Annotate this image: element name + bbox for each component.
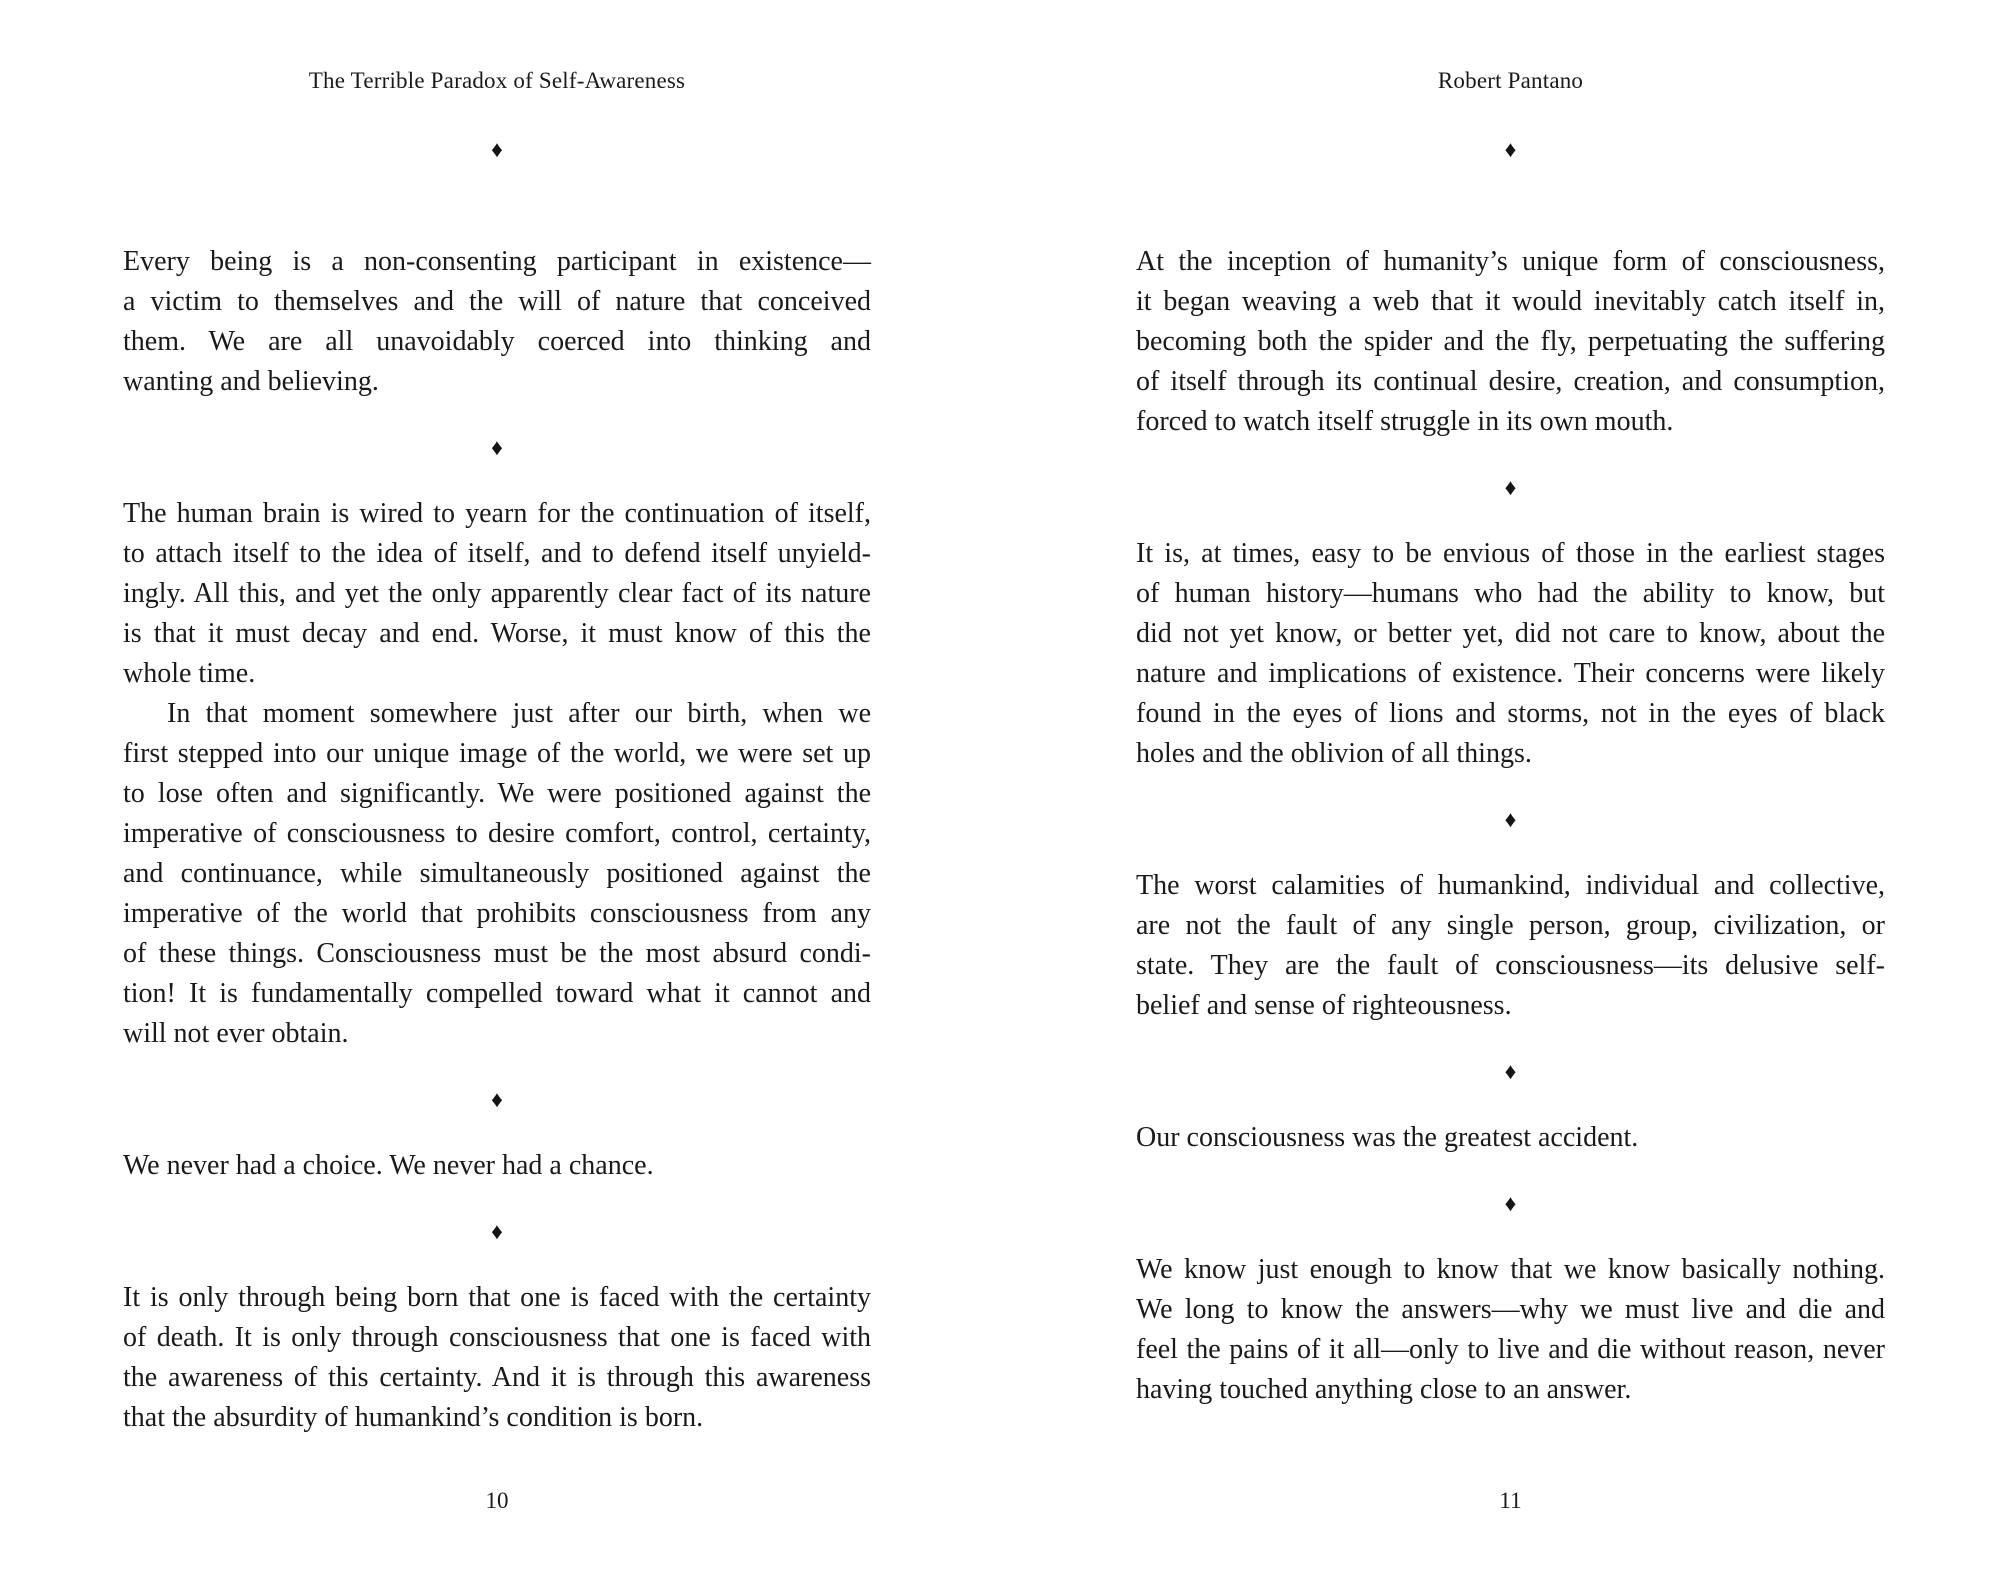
paragraph bbox=[123, 1146, 871, 1186]
right-page-body bbox=[1136, 130, 1885, 1410]
text-line: Every being is a non-consenting participant in existence— bbox=[123, 246, 871, 277]
text-line: Our consciousness was the greatest accident. bbox=[1136, 1122, 1639, 1153]
page-number-right: 11 bbox=[1499, 1488, 1522, 1513]
text-line: imperative of consciousness to desire comfort, control, certainty, bbox=[123, 818, 871, 849]
paragraph bbox=[1136, 534, 1885, 774]
paragraph-block bbox=[123, 494, 871, 1054]
text-line: it began weaving a web that it would inevitably catch itself in, bbox=[1136, 286, 1885, 317]
text-line: nature and implications of existence. Their concerns were likely bbox=[1136, 658, 1885, 689]
text-line: found in the eyes of lions and storms, not in the eyes of black bbox=[1136, 698, 1885, 729]
text-line: ingly. All this, and yet the only apparently clear fact of its nature bbox=[123, 578, 871, 609]
paragraph bbox=[1136, 1250, 1885, 1410]
diamond-separator-icon: ♦ bbox=[1504, 1191, 1517, 1216]
text-line: is that it must decay and end. Worse, it must know of this the bbox=[123, 618, 871, 649]
running-head-left: The Terrible Paradox of Self-Awareness bbox=[308, 68, 686, 93]
text-line: forced to watch itself struggle in its own mouth. bbox=[1136, 406, 1674, 437]
text-line: whole time. bbox=[123, 658, 256, 689]
text-line: of death. It is only through consciousness that one is faced with bbox=[123, 1322, 871, 1353]
diamond-separator-icon: ♦ bbox=[491, 137, 503, 162]
diamond-separator-icon: ♦ bbox=[1504, 475, 1517, 500]
paragraph-block bbox=[1136, 242, 1885, 442]
right-page bbox=[1136, 0, 1885, 1596]
text-line: of human history—humans who had the ability to know, but bbox=[1136, 578, 1885, 609]
left-page-body bbox=[123, 130, 871, 1438]
text-line: a victim to themselves and the will of nature that conceived bbox=[123, 286, 871, 317]
text-line: state. They are the fault of consciousness—its delusive self- bbox=[1136, 950, 1885, 981]
text-line: first stepped into our unique image of the world, we were set up bbox=[123, 738, 871, 769]
text-line: At the inception of humanity’s unique form of consciousness, bbox=[1136, 246, 1885, 277]
text-line: In that moment somewhere just after our birth, when we bbox=[167, 698, 871, 729]
text-line: The worst calamities of humankind, individual and collective, bbox=[1136, 870, 1885, 901]
paragraph bbox=[1136, 1118, 1885, 1158]
running-head-right: Robert Pantano bbox=[1437, 68, 1584, 93]
text-line: to lose often and significantly. We were positioned against the bbox=[123, 778, 871, 809]
text-line: of itself through its continual desire, creation, and consumption, bbox=[1136, 366, 1885, 397]
text-line: feel the pains of it all—only to live and die without reason, never bbox=[1136, 1334, 1885, 1365]
text-line: of these things. Consciousness must be the most absurd condi- bbox=[123, 938, 871, 969]
text-line: the awareness of this certainty. And it is through this awareness bbox=[123, 1362, 871, 1393]
text-line: We know just enough to know that we know basically nothing. bbox=[1136, 1254, 1885, 1285]
paragraph bbox=[123, 1278, 871, 1438]
text-line: and continuance, while simultaneously positioned against the bbox=[123, 858, 871, 889]
text-line: did not yet know, or better yet, did not care to know, about the bbox=[1136, 618, 1885, 649]
text-line: them. We are all unavoidably coerced into thinking and bbox=[123, 326, 871, 357]
paragraph-block bbox=[1136, 1118, 1885, 1158]
diamond-separator-icon: ♦ bbox=[491, 1087, 503, 1112]
diamond-separator-icon: ♦ bbox=[491, 435, 503, 460]
paragraph-block bbox=[123, 1278, 871, 1438]
left-page bbox=[123, 0, 871, 1596]
paragraph-block bbox=[1136, 534, 1885, 774]
paragraph-block bbox=[1136, 1250, 1885, 1410]
text-line: becoming both the spider and the fly, perpetuating the suffering bbox=[1136, 326, 1885, 357]
text-line: are not the fault of any single person, group, civilization, or bbox=[1136, 910, 1885, 941]
paragraph-block bbox=[123, 242, 871, 402]
text-line: belief and sense of righteousness. bbox=[1136, 990, 1512, 1021]
text-line: tion! It is fundamentally compelled toward what it cannot and bbox=[123, 978, 871, 1009]
paragraph bbox=[123, 242, 871, 402]
paragraph bbox=[123, 494, 871, 694]
diamond-separator-icon: ♦ bbox=[1504, 137, 1517, 162]
text-line: It is, at times, easy to be envious of those in the earliest stages bbox=[1136, 538, 1885, 569]
diamond-separator-icon: ♦ bbox=[1504, 1059, 1517, 1084]
text-line: imperative of the world that prohibits consciousness from any bbox=[123, 898, 871, 929]
paragraph bbox=[123, 694, 871, 1054]
paragraph bbox=[1136, 242, 1885, 442]
text-line: We long to know the answers—why we must live and die and bbox=[1136, 1294, 1885, 1325]
text-line: The human brain is wired to yearn for the continuation of itself, bbox=[123, 498, 871, 529]
paragraph-block bbox=[1136, 866, 1885, 1026]
page-number-left: 10 bbox=[485, 1488, 509, 1513]
text-line: that the absurdity of humankind’s condition is born. bbox=[123, 1402, 704, 1433]
text-line: It is only through being born that one is faced with the certainty bbox=[123, 1282, 871, 1313]
text-line: to attach itself to the idea of itself, and to defend itself unyield- bbox=[123, 538, 871, 569]
text-line: We never had a choice. We never had a chance. bbox=[123, 1150, 654, 1181]
text-line: holes and the oblivion of all things. bbox=[1136, 738, 1532, 769]
text-line: having touched anything close to an answer. bbox=[1136, 1374, 1632, 1405]
diamond-separator-icon: ♦ bbox=[1504, 807, 1517, 832]
text-line: wanting and believing. bbox=[123, 366, 379, 397]
text-line: will not ever obtain. bbox=[123, 1018, 349, 1049]
paragraph-block bbox=[123, 1146, 871, 1186]
diamond-separator-icon: ♦ bbox=[491, 1219, 503, 1244]
paragraph bbox=[1136, 866, 1885, 1026]
